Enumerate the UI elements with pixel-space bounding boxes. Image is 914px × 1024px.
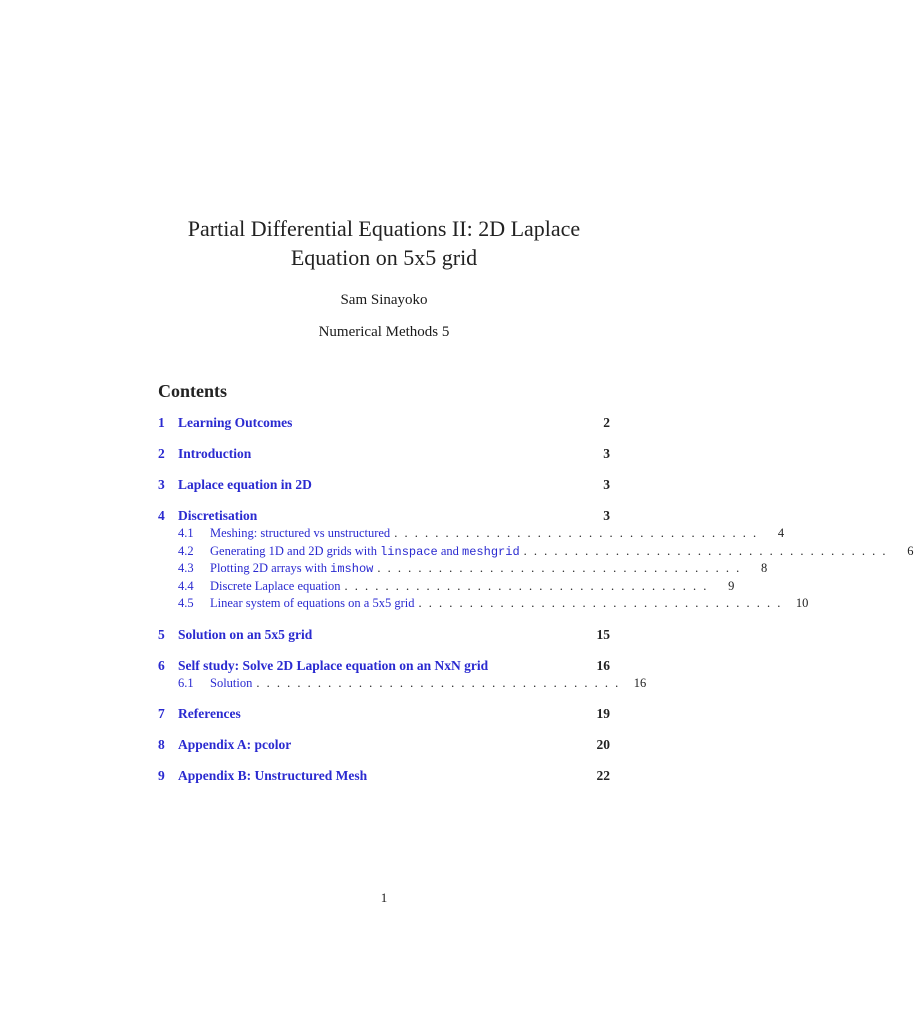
- toc-entry-appendix-a[interactable]: [158, 736, 610, 754]
- toc-leader-dots: . . . . . . . . . . . . . . . . . . . . . . . . . . . . . . . . . . . .: [394, 526, 759, 540]
- toc-entry-references[interactable]: [158, 705, 610, 723]
- toc-entry-self-study[interactable]: [158, 657, 610, 675]
- toc-number: 4: [158, 508, 165, 523]
- toc-number: 4.1: [178, 526, 194, 540]
- toc-label: Learning Outcomes: [178, 415, 293, 430]
- toc-page: 2: [603, 415, 610, 430]
- toc-label-text: Generating 1D and 2D grids with: [210, 543, 381, 558]
- toc-number: 2: [158, 446, 165, 461]
- toc-label-text: and: [437, 543, 463, 558]
- toc-leader-dots: . . . . . . . . . . . . . . . . . . . . . . . . . . . . . . . . . . . .: [418, 596, 783, 610]
- toc-label: Appendix B: Unstructured Mesh: [178, 768, 368, 783]
- toc-entry-solution-5x5[interactable]: [158, 626, 610, 644]
- toc-section-8: [158, 736, 610, 754]
- toc-number: 6: [158, 657, 165, 673]
- toc-label-code: imshow: [330, 562, 374, 576]
- toc-page: 16: [596, 657, 610, 673]
- toc-section-4: [158, 507, 914, 613]
- contents-heading: Contents: [158, 381, 228, 401]
- toc-section-3: [158, 476, 610, 494]
- toc-section-5: [158, 626, 610, 644]
- toc-entry-generating-grids[interactable]: [158, 543, 914, 561]
- toc-page: 19: [596, 706, 610, 721]
- toc-page: 9: [728, 578, 735, 593]
- title-line-1: Partial Differential Equations II: 2D Laplace: [187, 216, 581, 241]
- toc-page: 4: [777, 526, 785, 540]
- toc-number: 7: [158, 706, 165, 721]
- toc-label-code: linspace: [380, 544, 438, 559]
- toc-label: Discretisation: [178, 508, 258, 523]
- toc-label-code: meshgrid: [462, 544, 520, 559]
- toc-label: Laplace equation in 2D: [178, 477, 312, 492]
- toc-entry-learning-outcomes[interactable]: [158, 414, 610, 432]
- toc-number: 9: [158, 768, 165, 783]
- toc-number: 4.4: [178, 578, 194, 593]
- toc-entry-meshing[interactable]: [158, 525, 785, 543]
- toc-page: 10: [795, 596, 809, 610]
- toc-number: 4.2: [178, 543, 194, 558]
- toc-label: [210, 543, 520, 562]
- toc-entry-linear-system[interactable]: [158, 595, 809, 613]
- toc-page: 15: [596, 626, 610, 642]
- toc-entry-plotting-2d[interactable]: [158, 560, 768, 578]
- toc-number: 8: [158, 737, 165, 752]
- toc-entry-discrete-laplace[interactable]: [158, 578, 735, 596]
- toc-page: 22: [596, 768, 610, 783]
- toc-entry-laplace-equation[interactable]: [158, 476, 610, 494]
- toc-leader-dots: . . . . . . . . . . . . . . . . . . . . . . . . . . . . . . . . . . . .: [523, 543, 888, 558]
- toc-page: 6: [907, 543, 914, 558]
- toc-page: 3: [603, 508, 610, 523]
- document-title: [0, 214, 768, 272]
- page-number: 1: [380, 890, 388, 905]
- toc-label: Discrete Laplace equation: [210, 578, 341, 593]
- toc-page: 8: [760, 561, 768, 575]
- course-subtitle: Numerical Methods 5: [318, 324, 450, 340]
- toc-leader-dots: . . . . . . . . . . . . . . . . . . . . . . . . . . . . . . . . . . . .: [377, 561, 742, 575]
- toc-page: 16: [633, 675, 647, 690]
- toc-number: 3: [158, 477, 165, 492]
- toc-entry-introduction[interactable]: [158, 445, 610, 463]
- toc-page: 3: [603, 446, 610, 461]
- toc-label: Solution on an 5x5 grid: [178, 626, 313, 642]
- toc-page: 3: [603, 477, 610, 492]
- toc-leader-dots: . . . . . . . . . . . . . . . . . . . . . . . . . . . . . . . . . . . .: [256, 675, 621, 690]
- toc-leader-dots: . . . . . . . . . . . . . . . . . . . . . . . . . . . . . . . . . . . .: [344, 578, 709, 593]
- toc-page: 20: [596, 737, 610, 752]
- toc-label: Introduction: [178, 446, 252, 461]
- toc-section-7: [158, 705, 610, 723]
- toc-label: References: [178, 706, 241, 721]
- toc-label: Meshing: structured vs unstructured: [210, 526, 391, 540]
- toc-label: Solution: [210, 675, 253, 690]
- toc-entry-discretisation[interactable]: [158, 507, 610, 525]
- toc-number: 5: [158, 626, 165, 642]
- toc-number: 4.5: [178, 596, 194, 610]
- toc-entry-self-study-solution[interactable]: [158, 675, 647, 693]
- toc-number: 6.1: [178, 675, 194, 690]
- toc-entry-appendix-b[interactable]: [158, 767, 610, 785]
- toc-label: [210, 560, 373, 579]
- toc-section-9: [158, 767, 610, 785]
- title-line-2: Equation on 5x5 grid: [290, 245, 478, 270]
- author-name: Sam Sinayoko: [340, 292, 428, 308]
- toc-section-2: [158, 445, 610, 463]
- toc-label: Appendix A: pcolor: [178, 737, 292, 752]
- toc-section-1: [158, 414, 610, 432]
- toc-number: 1: [158, 415, 165, 430]
- toc-label-text: Plotting 2D arrays with: [210, 561, 331, 575]
- toc-section-6: [158, 657, 647, 693]
- toc-label: Linear system of equations on a 5x5 grid: [210, 596, 415, 610]
- table-of-contents: [158, 414, 914, 798]
- toc-number: 4.3: [178, 561, 194, 575]
- toc-label: Self study: Solve 2D Laplace equation on an NxN grid: [178, 657, 489, 673]
